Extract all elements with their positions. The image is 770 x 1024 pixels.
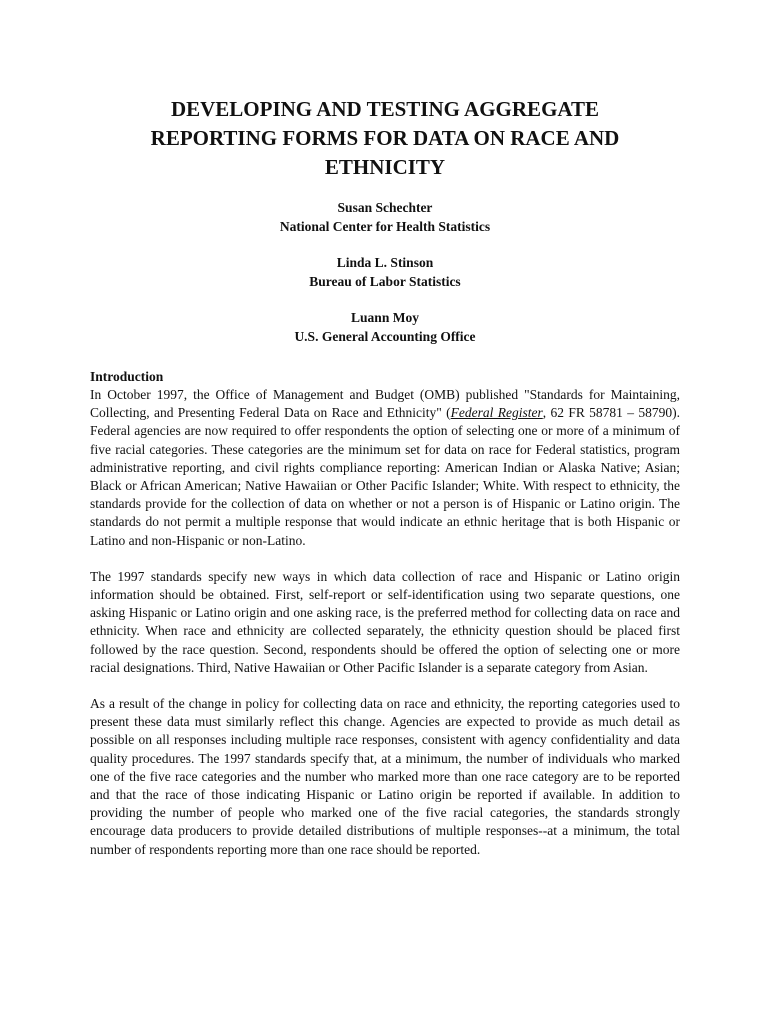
paper-title: DEVELOPING AND TESTING AGGREGATE REPORTING FORMS FOR DATA ON RACE AND ETHNICITY xyxy=(150,97,620,179)
author-affiliation: National Center for Health Statistics xyxy=(279,219,491,234)
paragraph-1-text-b: , 62 FR 58781 – 58790). Federal agencies are now required to offer respondents the option of selecting one or more of a minimum of five racial categories. These categories are the minimum set for data on race for Federal statistics, program administrative reporting, and civil rights compliance reporting: American Indian or Alaska Native; Asian; Black or African American; Native Hawaiian or Other Pacific Islander; White. With respect to ethnicity, the standards provide for the collection of data on whether or not a person is of Hispanic or Latino origin. The standards do not permit a multiple response that would indicate an ethnic heritage that is both Hispanic or Latino and non-Hispanic or non-Latino. xyxy=(90,405,680,548)
author-name: Linda L. Stinson xyxy=(336,255,434,270)
author-name: Susan Schechter xyxy=(337,200,433,215)
federal-register-citation: Federal Register xyxy=(450,405,543,421)
paragraph-1-text-a: In October 1997, the Office of Management and Budget (OMB) published "Standards for Maintaining, Collecting, and Presenting Federal Data on Race and Ethnicity" ( xyxy=(90,387,680,421)
author-block-1 xyxy=(90,198,680,236)
paragraph-3: As a result of the change in policy for collecting data on race and ethnicity, the reporting categories used to present these data must similarly reflect this change. Agencies are expected to provide as much detail as possible on all responses including multiple race responses, consistent with agency confidentiality and data quality procedures. The 1997 standards specify that, at a minimum, the number of individuals who marked one of the five race categories and the number who marked more than one race category are to be reported and that the race of those indicating Hispanic or Latino origin be reported if available. In addition to providing the number of people who marked one of the five racial categories, the standards strongly encourage data producers to provide detailed distributions of multiple responses--at a minimum, the total number of respondents reporting more than one race should be reported. xyxy=(90,696,680,857)
paragraph-1 xyxy=(90,386,680,550)
paragraph-2: The 1997 standards specify new ways in which data collection of race and Hispanic or Latino origin information should be obtained. First, self-report or self-identification using two separate questions, one asking Hispanic or Latino origin and one asking race, is the preferred method for collecting data on race and ethnicity. When race and ethnicity are collected separately, the ethnicity question should be placed first followed by the race question. Second, respondents should be offered the option of selecting one or more racial designations. Third, Native Hawaiian or Other Pacific Islander is a separate category from Asian. xyxy=(90,568,680,675)
author-block-2 xyxy=(90,253,680,291)
author-block-3 xyxy=(90,308,680,346)
author-name: Luann Moy xyxy=(351,310,419,325)
author-affiliation: U.S. General Accounting Office xyxy=(294,329,476,344)
section-heading-introduction: Introduction xyxy=(90,369,164,384)
author-affiliation: Bureau of Labor Statistics xyxy=(309,274,461,289)
